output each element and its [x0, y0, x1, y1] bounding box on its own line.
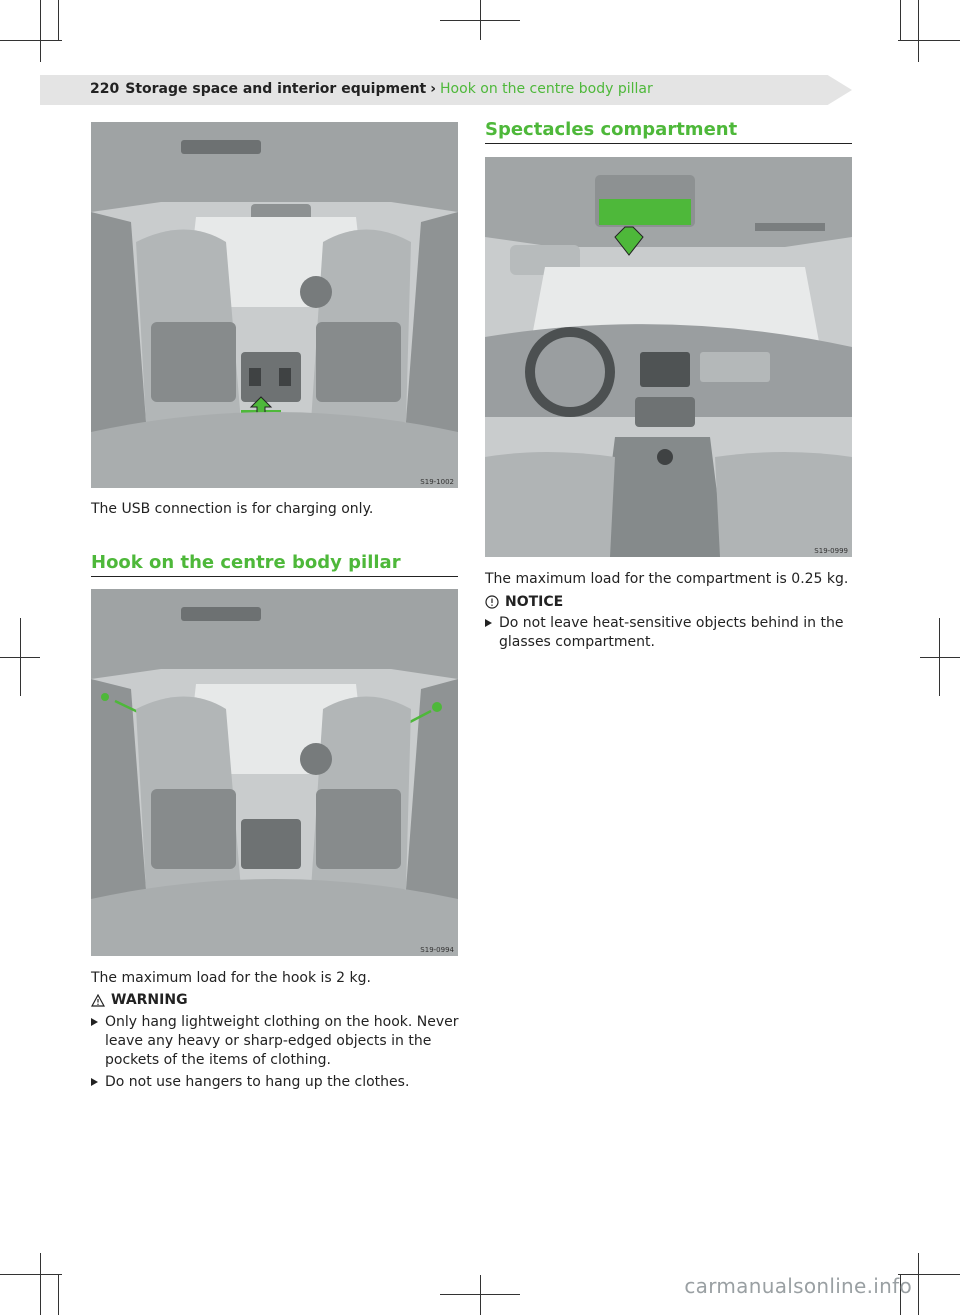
figure-code: S19-1002: [420, 478, 454, 486]
usb-text: The USB connection is for charging only.: [91, 501, 374, 517]
bullet-triangle-icon: [91, 1078, 98, 1086]
bullet-triangle-icon: [91, 1018, 98, 1026]
breadcrumb: [90, 81, 653, 97]
spectacles-heading-rule: [485, 143, 852, 144]
breadcrumb-separator: ›: [430, 81, 437, 97]
notice-info-icon: [485, 595, 499, 609]
warning-item: Only hang lightweight clothing on the hook. Never leave any heavy or sharp-edged objects in the pockets of the items of clothing.: [91, 1013, 465, 1070]
figure-code: S19-0999: [814, 547, 848, 555]
hook-heading-rule: [91, 576, 458, 577]
warning-item: Do not use hangers to hang up the clothes.: [91, 1073, 465, 1092]
figure-spectacles-compartment: [485, 157, 852, 557]
warning-label: WARNING: [111, 992, 188, 1008]
notice-label: NOTICE: [505, 594, 564, 610]
figure-hook-pillar: [91, 589, 458, 956]
bullet-triangle-icon: [485, 619, 492, 627]
hook-load-text: The maximum load for the hook is 2 kg.: [91, 970, 371, 986]
notice-label-row: [485, 594, 563, 610]
compartment-load-text: The maximum load for the compartment is 0.25 kg.: [485, 571, 849, 587]
breadcrumb-current[interactable]: Hook on the centre body pillar: [440, 81, 653, 97]
warning-label-row: [91, 992, 188, 1008]
breadcrumb-section[interactable]: Storage space and interior equipment: [125, 81, 427, 97]
figure-usb-connection: [91, 122, 458, 488]
warning-triangle-icon: [91, 994, 105, 1007]
spectacles-heading: Spectacles compartment: [485, 119, 738, 140]
notice-item: Do not leave heat-sensitive objects behind in the glasses compartment.: [485, 614, 859, 652]
watermark[interactable]: carmanualsonline.info: [684, 1274, 912, 1298]
hook-heading: Hook on the centre body pillar: [91, 552, 401, 573]
figure-code: S19-0994: [420, 946, 454, 954]
page-number: 220: [90, 81, 120, 97]
